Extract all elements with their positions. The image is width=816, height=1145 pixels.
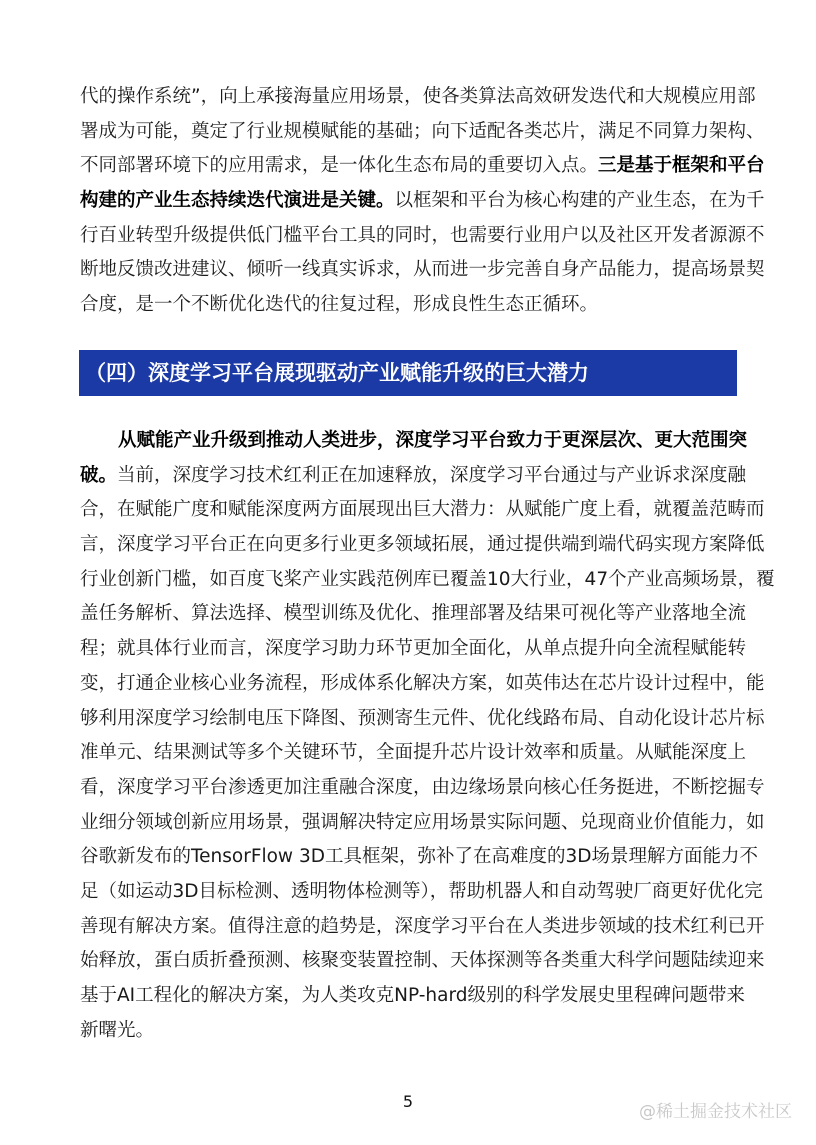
text-line bbox=[80, 979, 745, 1014]
text-line bbox=[80, 597, 747, 632]
text-line bbox=[80, 459, 747, 494]
body-text: 合，在赋能广度和赋能深度两方面展现出巨大潜力：从赋能广度上看，就覆盖范畴而 bbox=[80, 499, 765, 521]
body-text: 始释放，蛋白质折叠预测、核聚变装置控制、天体探测等各类重大科学问题陆续迎来 bbox=[80, 950, 765, 972]
body-text: 足（如运动3D目标检测、透明物体检测等），帮助机器人和自动驾驶厂商更好优化完 bbox=[80, 880, 763, 902]
text-line bbox=[80, 528, 765, 563]
text-line bbox=[80, 771, 765, 806]
body-text: 断地反馈改进建议、倾听一线真实诉求，从而进一步完善自身产品能力，提高场景契 bbox=[80, 259, 765, 281]
body-text: 基于AI工程化的解决方案，为人类攻克NP-hard级别的科学发展史里程碑问题带来 bbox=[80, 985, 745, 1006]
text-line bbox=[80, 806, 765, 841]
body-text: 当前，深度学习技术红利正在加速释放，深度学习平台通过与产业诉求深度融 bbox=[117, 464, 747, 486]
text-line bbox=[80, 736, 747, 771]
body-text: 看，深度学习平台渗透更加注重融合深度，由边缘场景向核心任务挺进，不断挖掘专 bbox=[80, 776, 765, 798]
watermark: @稀土掘金技术社区 bbox=[639, 1102, 792, 1122]
text-line bbox=[80, 184, 765, 219]
text-line bbox=[80, 1014, 736, 1049]
paragraph-2 bbox=[80, 424, 775, 1048]
text-line bbox=[80, 910, 765, 945]
paragraph-1 bbox=[80, 80, 765, 323]
body-text: 程；就具体行业而言，深度学习助力环节更加全面化，从单点提升向全流程赋能转 bbox=[80, 638, 747, 660]
body-text: 行业创新门槛，如百度飞桨产业实践范例库已覆盖10大行业，47个产业高频场景，覆 bbox=[80, 568, 775, 590]
text-line bbox=[80, 563, 775, 598]
text-line bbox=[80, 840, 758, 875]
text-line bbox=[80, 115, 765, 150]
text-line bbox=[80, 288, 736, 323]
bold-text: 构建的产业生态持续迭代演进是关键。 bbox=[80, 190, 395, 212]
body-text: 新曙光。 bbox=[80, 1019, 155, 1041]
body-text: 行百业转型升级提供低门槛平台工具的同时，也需要行业用户以及社区开发者源源不 bbox=[80, 224, 765, 246]
text-line bbox=[80, 149, 765, 184]
body-text: 署成为可能，奠定了行业规模赋能的基础；向下适配各类芯片，满足不同算力架构、 bbox=[80, 120, 765, 142]
body-text: 业细分领域创新应用场景，强调解决特定应用场景实际问题、兑现商业价值能力，如 bbox=[80, 811, 765, 833]
bold-text: 三是基于框架和平台 bbox=[598, 155, 765, 177]
text-line bbox=[80, 944, 765, 979]
body-text: 言，深度学习平台正在向更多行业更多领域拓展，通过提供端到端代码实现方案降低 bbox=[80, 534, 765, 556]
text-line bbox=[80, 424, 748, 459]
bold-text: 破。 bbox=[80, 464, 118, 486]
body-text: 不同部署环境下的应用需求，是一体化生态布局的重要切入点。 bbox=[80, 155, 599, 177]
text-line bbox=[80, 702, 765, 737]
body-text: 合度，是一个不断优化迭代的往复过程，形成良性生态正循环。 bbox=[80, 294, 599, 316]
text-line bbox=[80, 632, 747, 667]
bold-text: 从赋能产业升级到推动人类进步，深度学习平台致力于更深层次、更大范围突 bbox=[118, 430, 748, 451]
body-text: 盖任务解析、算法选择、模型训练及优化、推理部署及结果可视化等产业落地全流 bbox=[80, 603, 747, 625]
page-number: 5 bbox=[402, 1092, 414, 1111]
body-text: 代的操作系统”，向上承接海量应用场景，使各类算法高效研发迭代和大规模应用部 bbox=[80, 86, 756, 107]
body-text: 准单元、结果测试等多个关键环节，全面提升芯片设计效率和质量。从赋能深度上 bbox=[80, 742, 747, 764]
text-line bbox=[80, 493, 765, 528]
text-line bbox=[80, 875, 763, 910]
body-text: 变，打通企业核心业务流程，形成体系化解决方案，如英伟达在芯片设计过程中，能 bbox=[80, 672, 765, 694]
text-line bbox=[80, 80, 756, 115]
section-heading: （四）深度学习平台展现驱动产业赋能升级的巨大潜力 bbox=[79, 350, 737, 396]
body-text: 够利用深度学习绘制电压下降图、预测寄生元件、优化线路布局、自动化设计芯片标 bbox=[80, 707, 765, 729]
body-text: 以框架和平台为核心构建的产业生态，在为千 bbox=[394, 190, 765, 212]
text-line bbox=[80, 667, 765, 702]
text-line bbox=[80, 219, 765, 254]
body-text: 善现有解决方案。值得注意的趋势是，深度学习平台在人类进步领域的技术红利已开 bbox=[80, 915, 765, 937]
body-text: 谷歌新发布的TensorFlow 3D工具框架，弥补了在高难度的3D场景理解方面能力不 bbox=[80, 846, 758, 868]
text-line bbox=[80, 253, 765, 288]
